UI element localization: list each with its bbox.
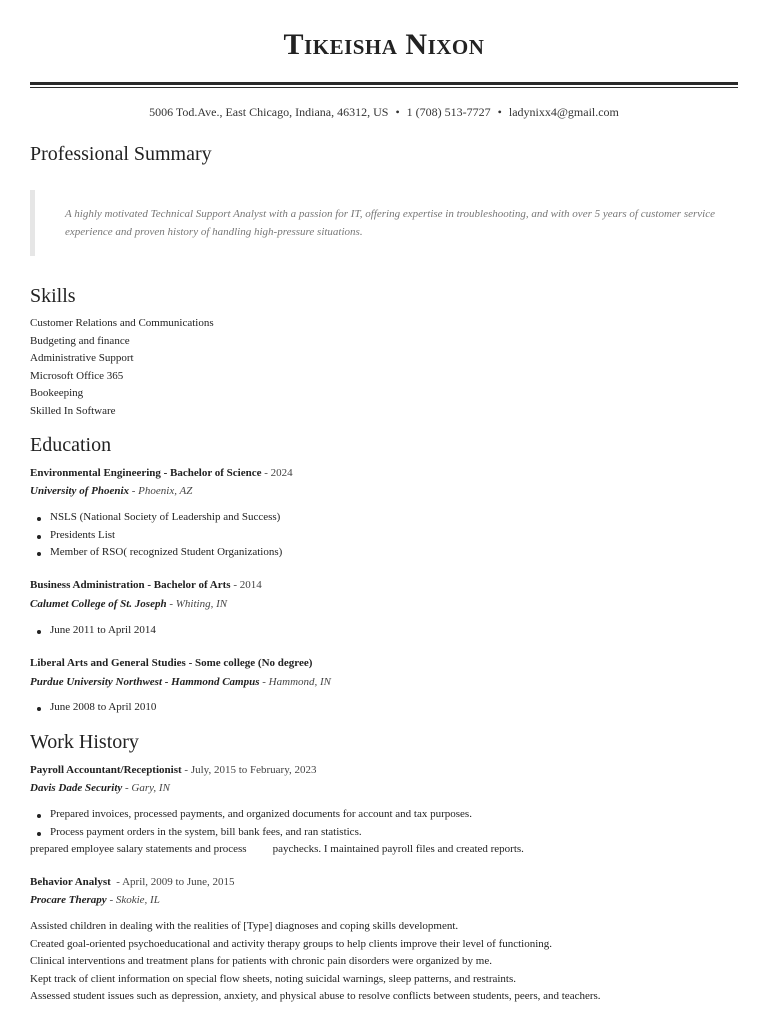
header-rule-thin xyxy=(30,87,738,88)
job-description-line: Kept track of client information on special flow sheets, noting suicidal warnings, sleep patterns, and restraints. xyxy=(30,972,517,985)
phone: 1 (708) 513-7727 xyxy=(406,105,491,119)
education-degree-line xyxy=(30,579,262,591)
job-company-line xyxy=(30,782,170,794)
list-item: June 2008 to April 2010 xyxy=(30,701,156,719)
job-extra-line xyxy=(30,843,524,855)
degree-name: Business Administration - Bachelor of Arts xyxy=(30,579,231,591)
degree-name: Environmental Engineering - Bachelor of Science xyxy=(30,467,262,479)
degree-year: - 2024 xyxy=(261,467,293,479)
section-heading-work: Work History xyxy=(30,731,139,753)
summary-blockquote xyxy=(30,190,738,256)
degree-year: - 2014 xyxy=(230,579,262,591)
section-heading-summary: Professional Summary xyxy=(30,143,212,165)
school-name: Calumet College of St. Joseph xyxy=(30,598,167,610)
school-location: - Hammond, IN xyxy=(259,676,332,688)
skill-item: Administrative Support xyxy=(30,352,134,364)
job-title-line xyxy=(30,876,235,888)
skill-item: Microsoft Office 365 xyxy=(30,369,124,382)
job-description xyxy=(30,918,601,1006)
summary-text: A highly motivated Technical Support Analyst with a passion for IT, offering expertise in troubleshooting, and with over 5 years of customer service experience and proven history of handling high-pressure situations. xyxy=(65,208,715,238)
degree-name: Liberal Arts and General Studies - Some college (No degree) xyxy=(30,657,313,669)
school-name: University of Phoenix xyxy=(30,485,129,497)
company-location: - Gary, IN xyxy=(122,782,170,794)
education-bullets xyxy=(30,701,156,719)
education-degree-line xyxy=(30,657,312,669)
skills-list xyxy=(30,315,214,420)
education-bullets xyxy=(30,624,156,642)
company-name: Procare Therapy xyxy=(30,894,107,906)
job-company-line xyxy=(30,894,160,906)
job-description-line: Clinical interventions and treatment plans for patients with chronic pain disorders were organized by me. xyxy=(30,955,492,967)
job-bullets xyxy=(30,808,472,843)
education-school-line xyxy=(30,676,331,688)
job-description-line: Assessed student issues such as depression, anxiety, and physical abuse to resolve conflicts between students, peers, and teachers. xyxy=(30,990,601,1002)
job-title: Payroll Accountant/Receptionist xyxy=(30,764,182,776)
education-degree-line xyxy=(30,467,293,479)
contact-line xyxy=(30,105,738,120)
job-description-line: Assisted children in dealing with the realities of [Type] diagnoses and coping skills development. xyxy=(30,920,459,932)
school-location: - Phoenix, AZ xyxy=(129,485,193,497)
section-heading-education: Education xyxy=(30,434,112,456)
skill-item: Budgeting and finance xyxy=(30,334,130,347)
job-title: Behavior Analyst xyxy=(30,876,111,888)
skill-item: Skilled In Software xyxy=(30,404,116,417)
separator-dot: • xyxy=(497,105,502,119)
education-school-line xyxy=(30,598,227,610)
education-school-line xyxy=(30,485,192,497)
header-rule-thick xyxy=(30,82,738,85)
email[interactable]: ladynixx4@gmail.com xyxy=(508,105,619,119)
job-extra-text-a: prepared employee salary statements and process xyxy=(30,843,247,855)
list-item: Presidents List xyxy=(30,529,282,547)
job-dates: - April, 2009 to June, 2015 xyxy=(110,876,235,888)
job-dates: - July, 2015 to February, 2023 xyxy=(181,764,317,776)
job-description-line: Created goal-oriented psychoeducational and activity therapy groups to help clients improve their level of functioning. xyxy=(30,937,553,950)
list-item: Prepared invoices, processed payments, and organized documents for account and tax purposes. xyxy=(30,808,472,826)
address: 5006 Tod.Ave., East Chicago, Indiana, 46312, US xyxy=(149,105,389,119)
list-item: June 2011 to April 2014 xyxy=(30,624,156,642)
list-item: NSLS (National Society of Leadership and Success) xyxy=(30,511,282,529)
candidate-name: Tikeisha Nixon xyxy=(283,28,485,61)
company-location: - Skokie, IL xyxy=(106,894,160,906)
separator-dot: • xyxy=(395,105,400,119)
job-title-line xyxy=(30,764,317,776)
education-bullets xyxy=(30,511,282,564)
skill-item: Customer Relations and Communications xyxy=(30,317,214,329)
company-name: Davis Dade Security xyxy=(30,782,123,794)
section-heading-skills: Skills xyxy=(30,285,76,307)
school-name: Purdue University Northwest - Hammond Campus xyxy=(30,676,260,688)
job-extra-text-b: paychecks. I maintained payroll files and created reports. xyxy=(272,843,524,855)
list-item: Process payment orders in the system, bill bank fees, and ran statistics. xyxy=(30,826,472,844)
school-location: - Whiting, IN xyxy=(166,598,228,610)
skill-item: Bookeeping xyxy=(30,387,84,399)
list-item: Member of RSO( recognized Student Organizations) xyxy=(30,546,282,564)
